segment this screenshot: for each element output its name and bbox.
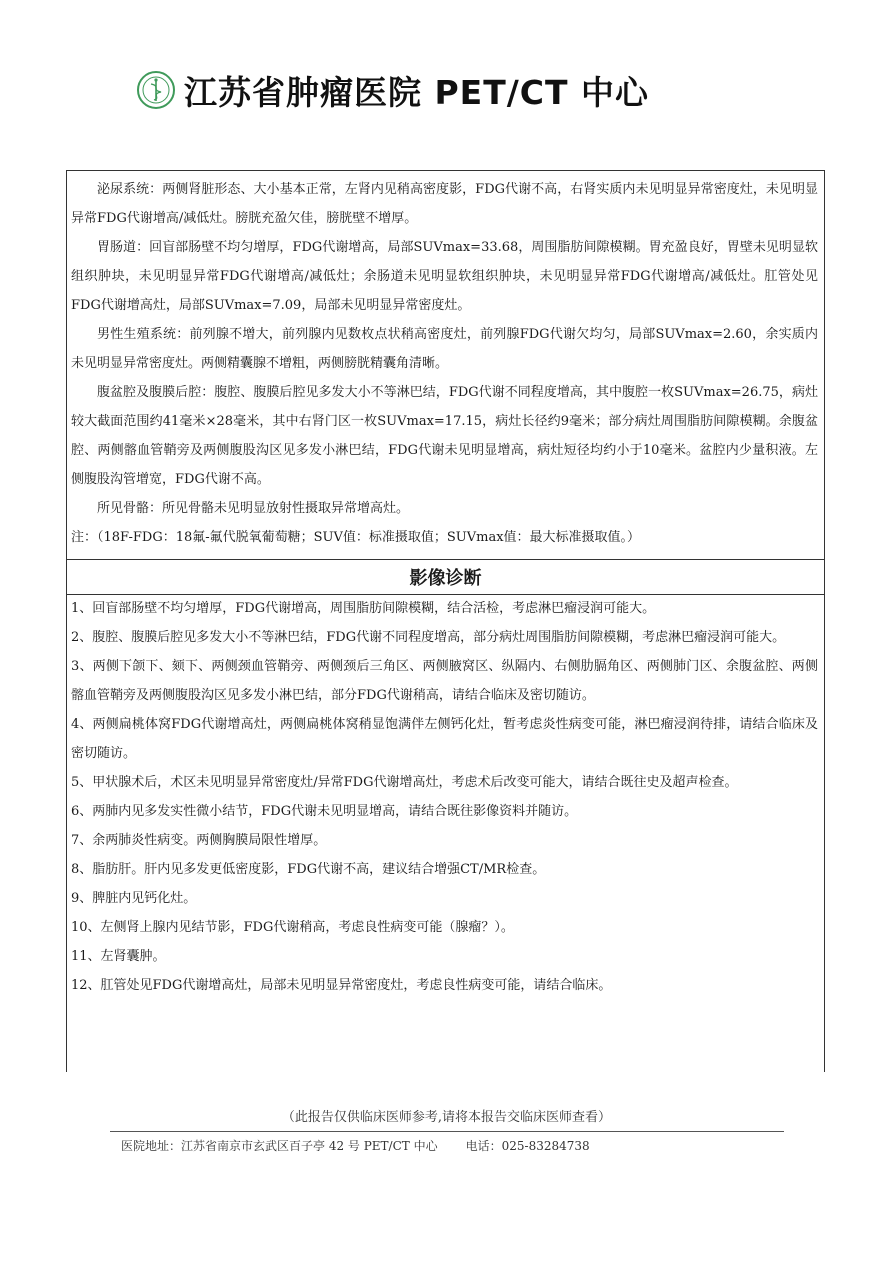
diagnosis-item: 1、回盲部肠壁不均匀增厚，FDG代谢增高，周围脂肪间隙模糊，结合活检，考虑淋巴瘤浸润可能大。	[71, 601, 656, 616]
findings-urinary: 泌尿系统：两侧肾脏形态、大小基本正常，左肾内见稍高密度影，FDG代谢不高，右肾实质内未见明显异常密度灶，未见明显异常FDG代谢增高/减低灶。膀胱充盈欠佳，膀胱壁不增厚。	[71, 182, 818, 226]
diagnosis-item: 6、两肺内见多发实性微小结节，FDG代谢未见明显增高，请结合既往影像资料并随访。	[71, 804, 578, 819]
diagnosis-item: 9、脾脏内见钙化灶。	[71, 891, 197, 906]
diagnosis-item: 11、左肾囊肿。	[71, 949, 166, 964]
diagnosis-item: 2、腹腔、腹膜后腔见多发大小不等淋巴结，FDG代谢不同程度增高，部分病灶周围脂肪间隙模糊，考虑淋巴瘤浸润可能大。	[71, 630, 786, 645]
hospital-logo-icon	[136, 70, 176, 110]
footer-info	[121, 1137, 590, 1154]
diagnosis-item: 10、左侧肾上腺内见结节影，FDG代谢稍高，考虑良性病变可能（腺瘤？）。	[71, 920, 514, 935]
diagnosis-item: 12、肛管处见FDG代谢增高灶，局部未见明显异常密度灶，考虑良性病变可能，请结合临床。	[71, 978, 612, 993]
diagnosis-item: 4、两侧扁桃体窝FDG代谢增高灶，两侧扁桃体窝稍显饱满伴左侧钙化灶，暂考虑炎性病变可能，淋巴瘤浸润待排，请结合临床及密切随访。	[71, 717, 818, 761]
diagnosis-item: 5、甲状腺术后，术区未见明显异常密度灶/异常FDG代谢增高灶，考虑术后改变可能大，请结合既往史及超声检查。	[71, 775, 738, 790]
diagnosis-section	[66, 594, 825, 1072]
diagnosis-heading: 影像诊断	[66, 559, 825, 595]
footer-divider	[110, 1131, 784, 1132]
findings-male-reproductive: 男性生殖系统：前列腺不增大，前列腺内见数枚点状稍高密度灶，前列腺FDG代谢欠均匀，局部SUVmax=2.60，余实质内未见明显异常密度灶。两侧精囊腺不增粗，两侧膀胱精囊角清晰。	[71, 327, 818, 371]
findings-note: 注：（18F-FDG：18氟-氟代脱氧葡萄糖；SUV值：标准摄取值；SUVmax值：最大标准摄取值。）	[71, 530, 641, 545]
hospital-phone: 电话：025-83284738	[465, 1139, 590, 1153]
diagnosis-item: 3、两侧下颌下、颏下、两侧颈血管鞘旁、两侧颈后三角区、两侧腋窝区、纵隔内、右侧肋膈角区、两侧肺门区、余腹盆腔、两侧髂血管鞘旁及两侧腹股沟区见多发小淋巴结，部分FDG代谢稍高，请结合临床及密切随访。	[71, 659, 818, 703]
hospital-title: 江苏省肿瘤医院 PET/CT 中心	[184, 72, 649, 112]
diagnosis-item: 8、脂肪肝。肝内见多发更低密度影，FDG代谢不高，建议结合增强CT/MR检查。	[71, 862, 546, 877]
report-header	[136, 66, 649, 114]
findings-section	[66, 170, 825, 560]
findings-abdomen-pelvis: 腹盆腔及腹膜后腔：腹腔、腹膜后腔见多发大小不等淋巴结，FDG代谢不同程度增高，其中腹腔一枚SUVmax=26.75，病灶较大截面范围约41毫米×28毫米，其中右肾门区一枚SUVmax=17.15，病灶长径约9毫米；部分病灶周围脂肪间隙模糊。余腹盆腔、两侧髂血管鞘旁及两侧腹股沟区见多发小淋巴结，FDG代谢未见明显增高，病灶短径均约小于10毫米。盆腔内少量积液。左侧腹股沟管增宽，FDG代谢不高。	[71, 385, 818, 487]
findings-bones: 所见骨骼：所见骨骼未见明显放射性摄取异常增高灶。	[97, 501, 410, 516]
diagnosis-item: 7、余两肺炎性病变。两侧胸膜局限性增厚。	[71, 833, 327, 848]
hospital-address: 医院地址：江苏省南京市玄武区百子亭 42 号 PET/CT 中心	[121, 1139, 438, 1153]
findings-gastrointestinal: 胃肠道：回盲部肠壁不均匀增厚，FDG代谢增高，局部SUVmax=33.68，周围脂肪间隙模糊。胃充盈良好，胃壁未见明显软组织肿块，未见明显异常FDG代谢增高/减低灶；余肠道未见明显软组织肿块，未见明显异常FDG代谢增高/减低灶。肛管处见FDG代谢增高灶，局部SUVmax=7.09，局部未见明显异常密度灶。	[71, 240, 818, 313]
report-disclaimer: （此报告仅供临床医师参考,请将本报告交临床医师查看）	[281, 1110, 612, 1125]
